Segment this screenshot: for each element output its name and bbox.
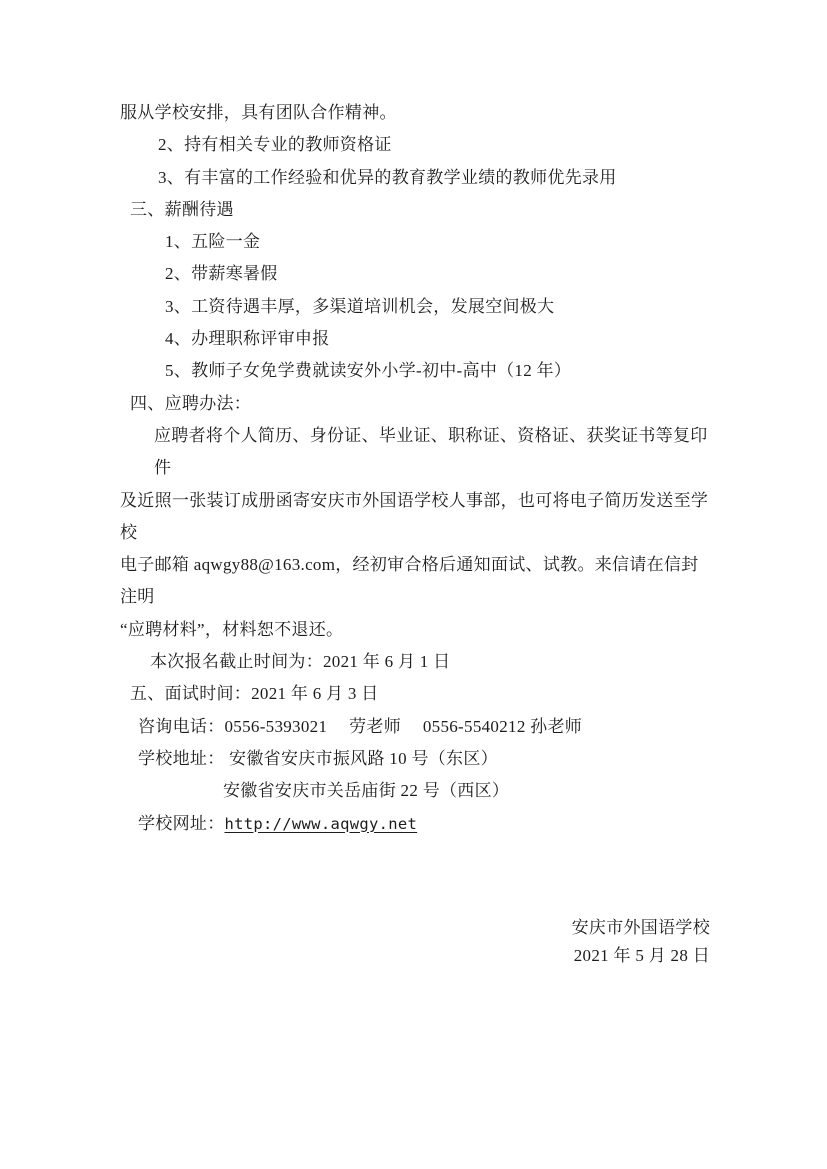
salary-item-4: 4、办理职称评审申报 (165, 329, 330, 349)
conditions-continuation-line: 服从学校安排，具有团队合作精神。 (120, 103, 397, 122)
section-heading-salary: 三、薪酬待遇 (130, 199, 234, 219)
contact-phone-line: 咨询电话：0556-5393021 劳老师 0556-5540212 孙老师 (138, 716, 583, 736)
contact-address-line-west: 安徽省安庆市关岳庙街 22 号（西区） (223, 781, 510, 801)
signature-org: 安庆市外国语学校 (571, 917, 710, 937)
website-label: 学校网址： (138, 813, 225, 833)
application-paragraph-line-4: “应聘材料”，材料恕不退还。 (120, 619, 344, 639)
salary-item-5: 5、教师子女免学费就读安外小学-初中-高中（12 年） (165, 361, 572, 381)
signature-date: 2021 年 5 月 28 日 (573, 946, 710, 966)
conditions-item-2: 2、持有相关专业的教师资格证 (158, 135, 392, 155)
salary-item-3: 3、工资待遇丰厚，多渠道培训机会，发展空间极大 (165, 296, 555, 316)
section-heading-application: 四、应聘办法： (130, 393, 252, 413)
application-paragraph-line-2: 及近照一张装订成册函寄安庆市外国语学校人事部，也可将电子简历发送至学校 (120, 490, 709, 542)
website-link[interactable]: http://www.aqwgy.net (224, 814, 418, 833)
salary-item-2: 2、带薪寒暑假 (165, 264, 278, 284)
contact-website-line (120, 808, 710, 840)
contact-address-line-east: 学校地址： 安徽省安庆市振风路 10 号（东区） (138, 748, 498, 768)
conditions-item-3: 3、有丰富的工作经验和优异的教育教学业绩的教师优先录用 (158, 167, 617, 187)
application-deadline-line: 本次报名截止时间为：2021 年 6 月 1 日 (150, 652, 451, 672)
signature-block (120, 914, 710, 971)
section-heading-interview: 五、面试时间：2021 年 6 月 3 日 (130, 684, 379, 704)
salary-item-1: 1、五险一金 (165, 232, 261, 252)
application-paragraph-line-3: 电子邮箱 aqwgy88@163.com，经初审合格后通知面试、试教。来信请在信封注明 (120, 555, 699, 607)
application-paragraph-line-1: 应聘者将个人简历、身份证、毕业证、职称证、资格证、获奖证书等复印件 (154, 425, 708, 478)
